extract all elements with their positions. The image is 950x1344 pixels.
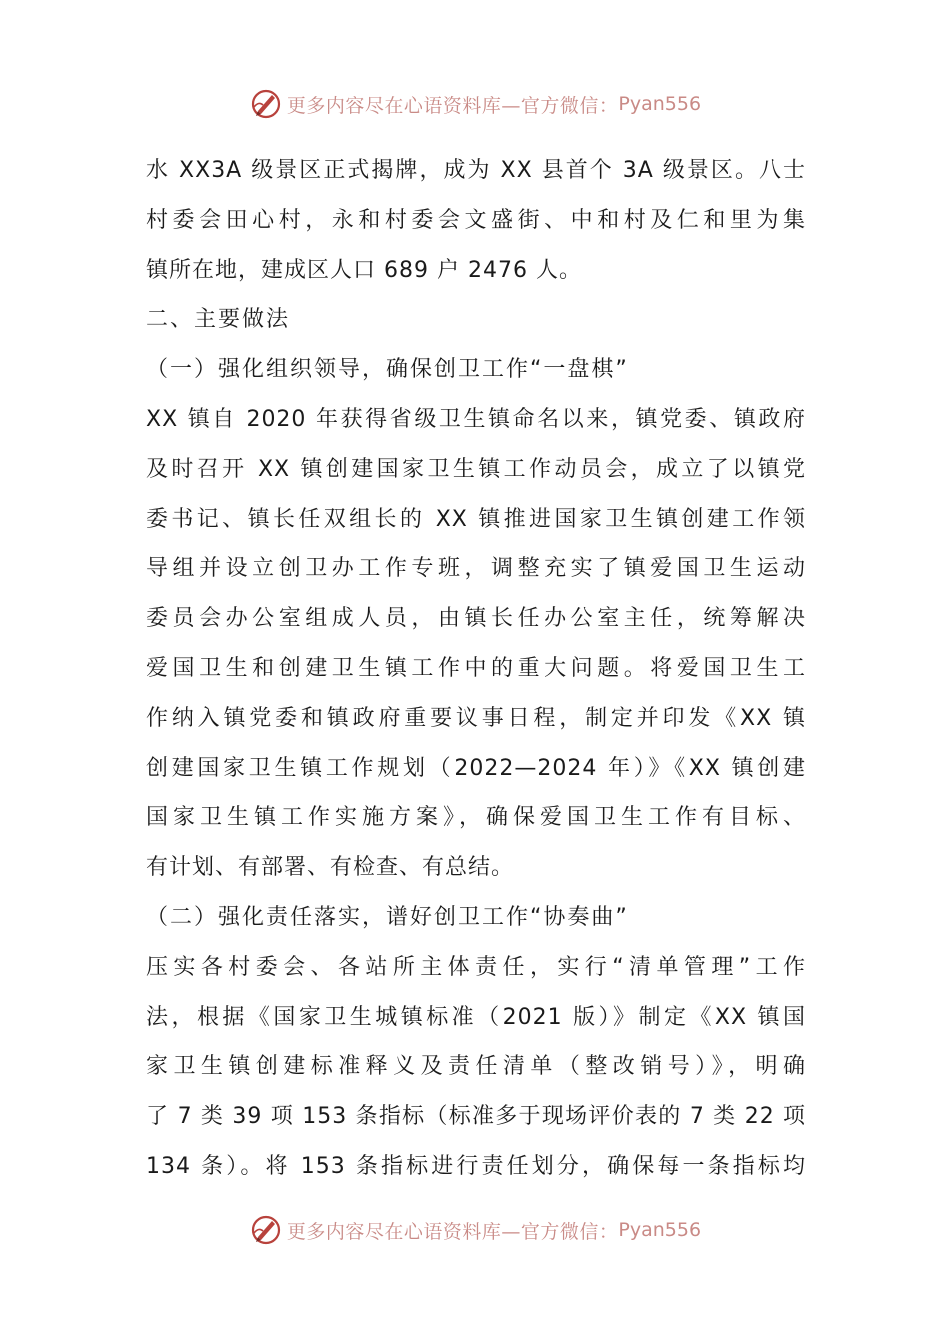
body-line: XX 镇自 2020 年获得省级卫生镇命名以来，镇党委、镇政府 xyxy=(146,406,806,432)
watermark-wechat-id: Pyan556 xyxy=(618,1219,702,1241)
body-line: 导组并设立创卫办工作专班，调整充实了镇爱国卫生运动 xyxy=(146,556,806,582)
subsection-heading: （一）强化组织领导，确保创卫工作“一盘棋” xyxy=(146,357,629,383)
body-line: 水 XX3A 级景区正式揭牌，成为 XX 县首个 3A 级景区。八士 xyxy=(146,158,806,183)
watermark-text: 更多内容尽在心语资料库—官方微信： xyxy=(286,94,619,117)
watermark-header xyxy=(0,84,950,124)
subsection-heading: （二）强化责任落实，谱好创卫工作“协奏曲” xyxy=(146,904,629,930)
body-line: 了 7 类 39 项 153 条指标（标准多于现场评价表的 7 类 22 项 xyxy=(146,1104,806,1130)
document-body xyxy=(146,146,806,1192)
body-line: 国家卫生镇工作实施方案》，确保爱国卫生工作有目标、 xyxy=(146,805,806,831)
body-line: 法，根据《国家卫生城镇标准（2021 版）》制定《XX 镇国 xyxy=(146,1004,806,1030)
body-line: 爱国卫生和创建卫生镇工作中的重大问题。将爱国卫生工 xyxy=(146,655,806,681)
body-line: 委书记、镇长任双组长的 XX 镇推进国家卫生镇创建工作领 xyxy=(146,506,806,532)
body-line: 委员会办公室组成人员，由镇长任办公室主任，统筹解决 xyxy=(146,606,806,632)
body-line: 创建国家卫生镇工作规划（2022—2024 年）》《XX 镇创建 xyxy=(146,755,806,781)
body-line: 作纳入镇党委和镇政府重要议事日程，制定并印发《XX 镇 xyxy=(146,705,806,731)
body-line: 镇所在地，建成区人口 689 户 2476 人。 xyxy=(146,257,582,283)
watermark-footer xyxy=(0,1210,950,1250)
watermark-wechat-id: Pyan556 xyxy=(618,93,702,115)
body-line: 有计划、有部署、有检查、有总结。 xyxy=(146,855,515,881)
pen-logo-icon xyxy=(249,87,283,121)
pen-logo-icon xyxy=(249,1213,283,1247)
body-line: 家卫生镇创建标准释义及责任清单（整改销号）》，明确 xyxy=(146,1054,806,1080)
section-heading: 二、主要做法 xyxy=(146,307,291,333)
body-line: 及时召开 XX 镇创建国家卫生镇工作动员会，成立了以镇党 xyxy=(146,456,806,482)
body-line: 134 条）。将 153 条指标进行责任划分，确保每一条指标均 xyxy=(146,1153,806,1179)
body-line: 村委会田心村，永和村委会文盛街、中和村及仁和里为集 xyxy=(146,207,806,233)
watermark-text: 更多内容尽在心语资料库—官方微信： xyxy=(286,1220,619,1243)
body-line: 压实各村委会、各站所主体责任，实行“清单管理”工作 xyxy=(146,954,806,980)
